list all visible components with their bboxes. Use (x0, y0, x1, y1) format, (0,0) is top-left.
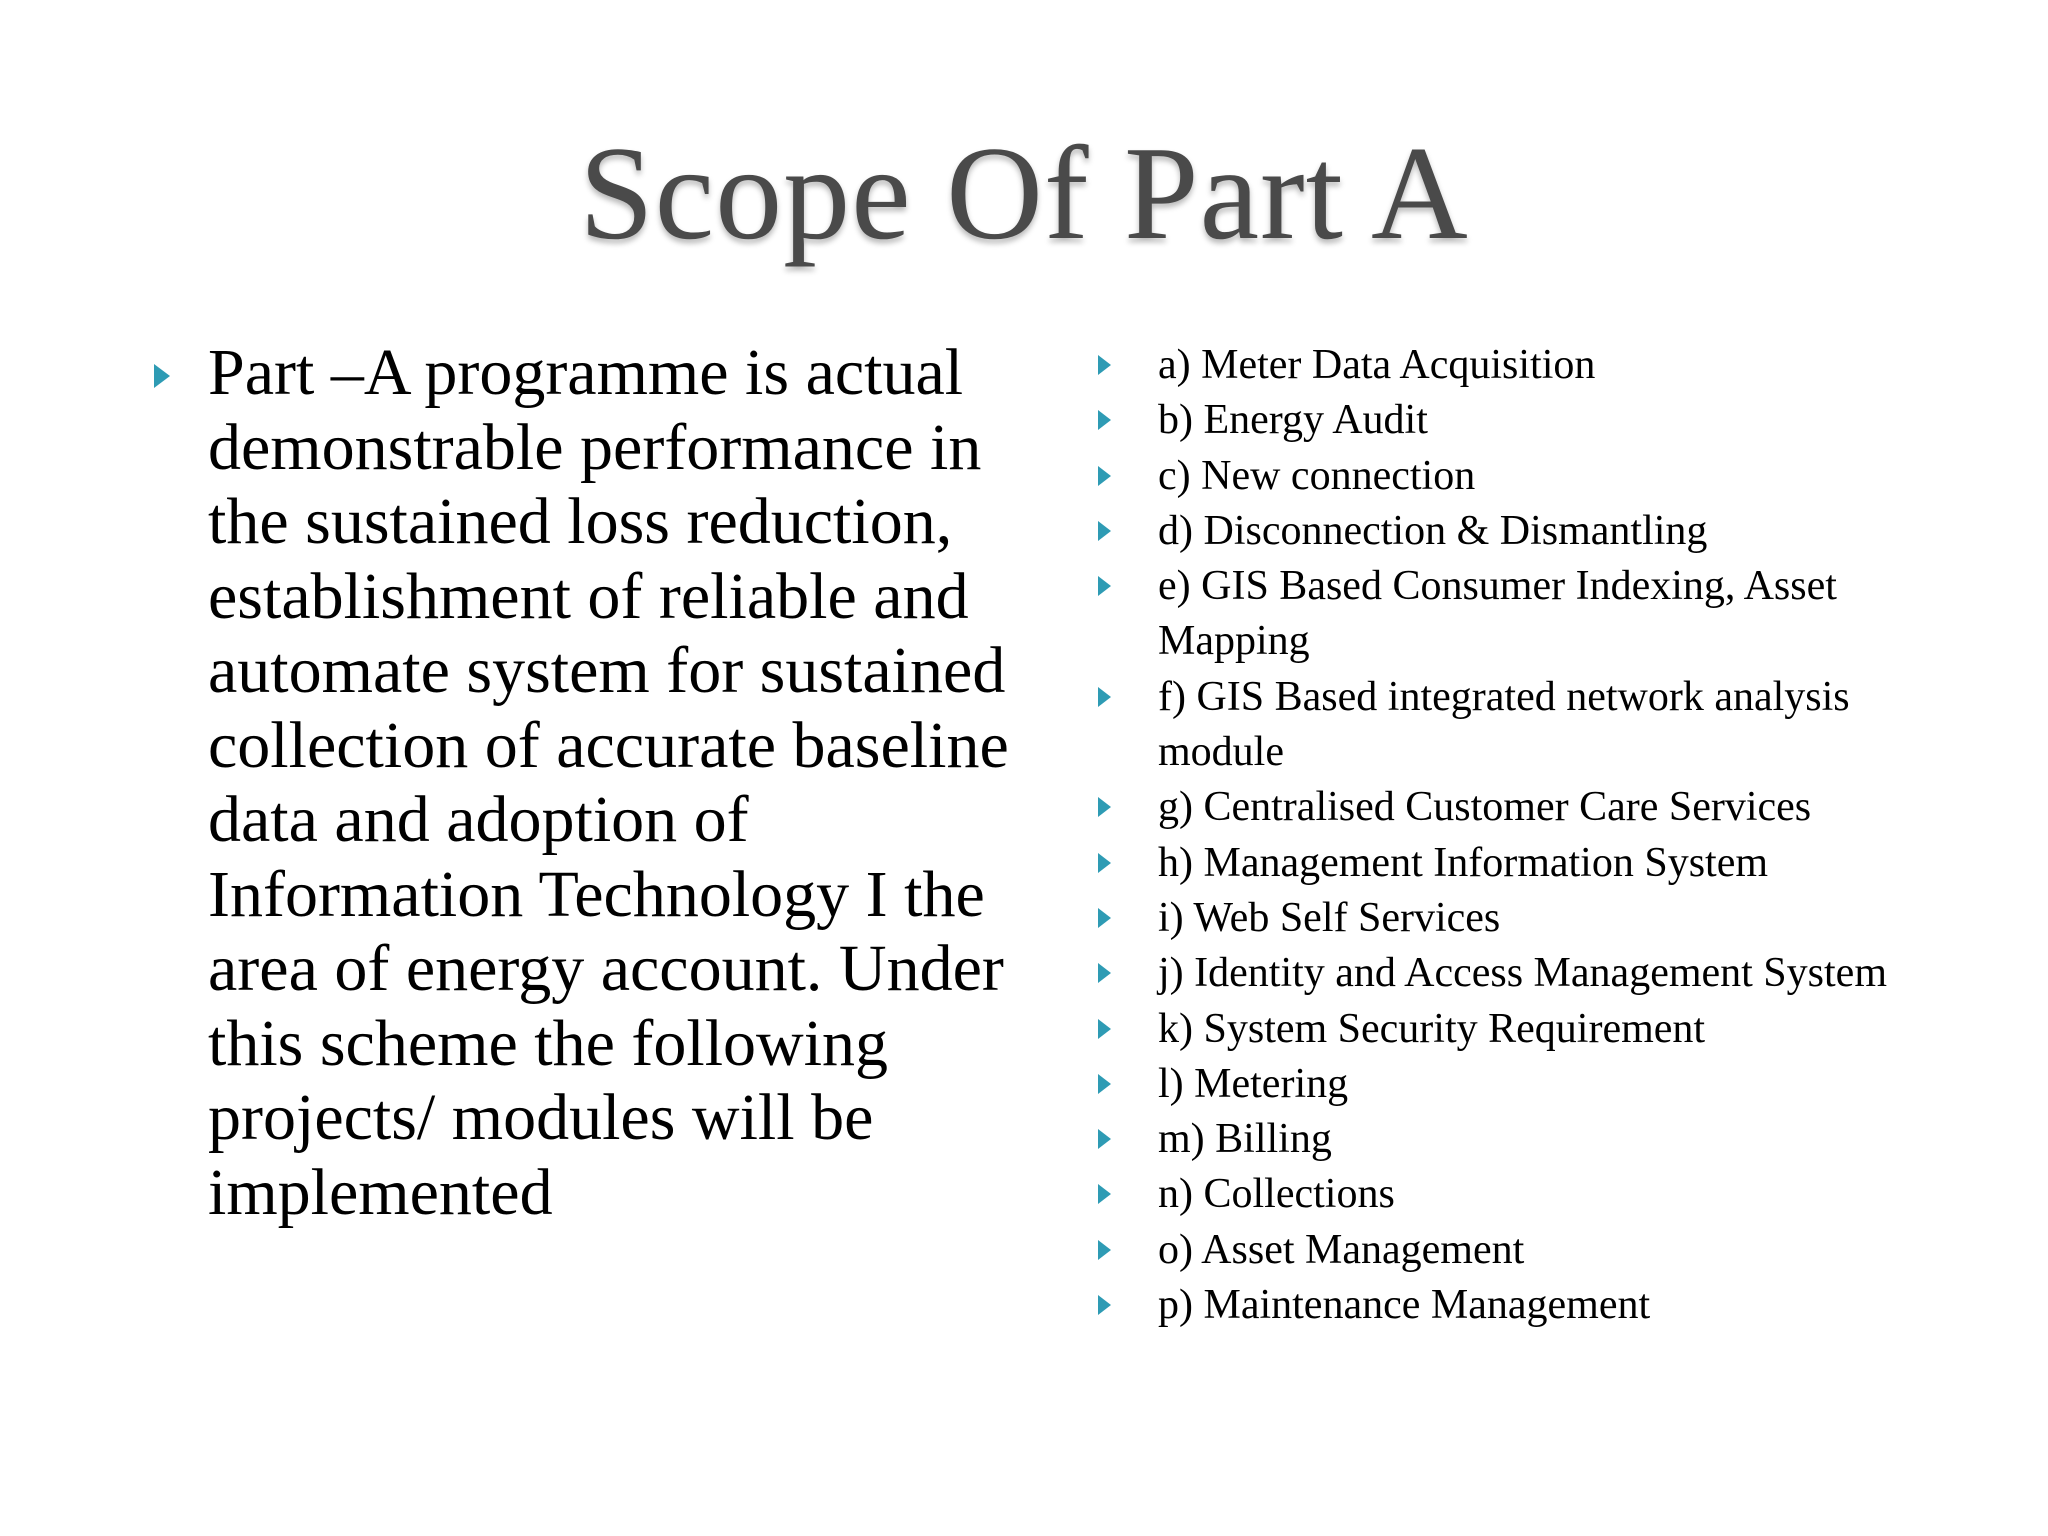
module-label: m) Billing (1158, 1116, 1332, 1163)
modules-list (1098, 338, 1978, 1333)
triangle-bullet-icon (1098, 466, 1111, 486)
triangle-bullet-icon (1098, 410, 1111, 430)
module-item (1098, 449, 1978, 504)
module-item (1098, 1167, 1978, 1222)
module-item (1098, 891, 1978, 946)
module-label: e) GIS Based Consumer Indexing, Asset Mapping (1158, 563, 1837, 665)
module-item (1098, 1278, 1978, 1333)
module-label: k) System Security Requirement (1158, 1005, 1706, 1052)
module-item (1098, 1057, 1978, 1112)
module-item (1098, 780, 1978, 835)
triangle-bullet-icon (154, 364, 170, 388)
triangle-bullet-icon (1098, 355, 1111, 375)
triangle-bullet-icon (1098, 576, 1111, 596)
triangle-bullet-icon (1098, 1184, 1111, 1204)
triangle-bullet-icon (1098, 797, 1111, 817)
triangle-bullet-icon (1098, 1295, 1111, 1315)
module-item (1098, 836, 1978, 891)
triangle-bullet-icon (1098, 521, 1111, 541)
module-label: l) Metering (1158, 1060, 1349, 1107)
module-label: h) Management Information System (1158, 839, 1769, 886)
slide-title: Scope Of Part A (579, 119, 1469, 267)
module-label: f) GIS Based integrated network analysis module (1158, 673, 1850, 776)
triangle-bullet-icon (1098, 1129, 1111, 1149)
module-item (1098, 946, 1978, 1001)
module-item (1098, 1112, 1978, 1167)
module-item (1098, 559, 1978, 670)
module-item (1098, 504, 1978, 559)
module-item (1098, 670, 1978, 781)
module-label: g) Centralised Customer Care Services (1158, 784, 1812, 831)
triangle-bullet-icon (1098, 908, 1111, 928)
module-item (1098, 393, 1978, 448)
module-label: b) Energy Audit (1158, 397, 1428, 444)
module-item (1098, 1002, 1978, 1057)
triangle-bullet-icon (1098, 1240, 1111, 1260)
description-text: Part –A programme is actual demonstrable performance in the sustained loss reduction, establishment of reliable and automate system for sustained collection of accurate baseline data and adoption of Information Technology I the area of energy account. Under this scheme the following projects/ modules will be implemented (208, 336, 1009, 1229)
module-item (1098, 1223, 1978, 1278)
triangle-bullet-icon (1098, 1019, 1111, 1039)
module-label: d) Disconnection & Dismantling (1158, 507, 1708, 554)
module-label: n) Collections (1158, 1171, 1395, 1218)
module-item (1098, 338, 1978, 393)
module-label: j) Identity and Access Management System (1158, 950, 1887, 997)
triangle-bullet-icon (1098, 963, 1111, 983)
module-label: a) Meter Data Acquisition (1158, 342, 1596, 388)
triangle-bullet-icon (1098, 853, 1111, 873)
module-label: c) New connection (1158, 452, 1476, 499)
triangle-bullet-icon (1098, 687, 1111, 707)
module-label: o) Asset Management (1158, 1226, 1525, 1273)
triangle-bullet-icon (1098, 1074, 1111, 1094)
module-label: p) Maintenance Management (1158, 1282, 1651, 1329)
module-label: i) Web Self Services (1158, 894, 1501, 941)
